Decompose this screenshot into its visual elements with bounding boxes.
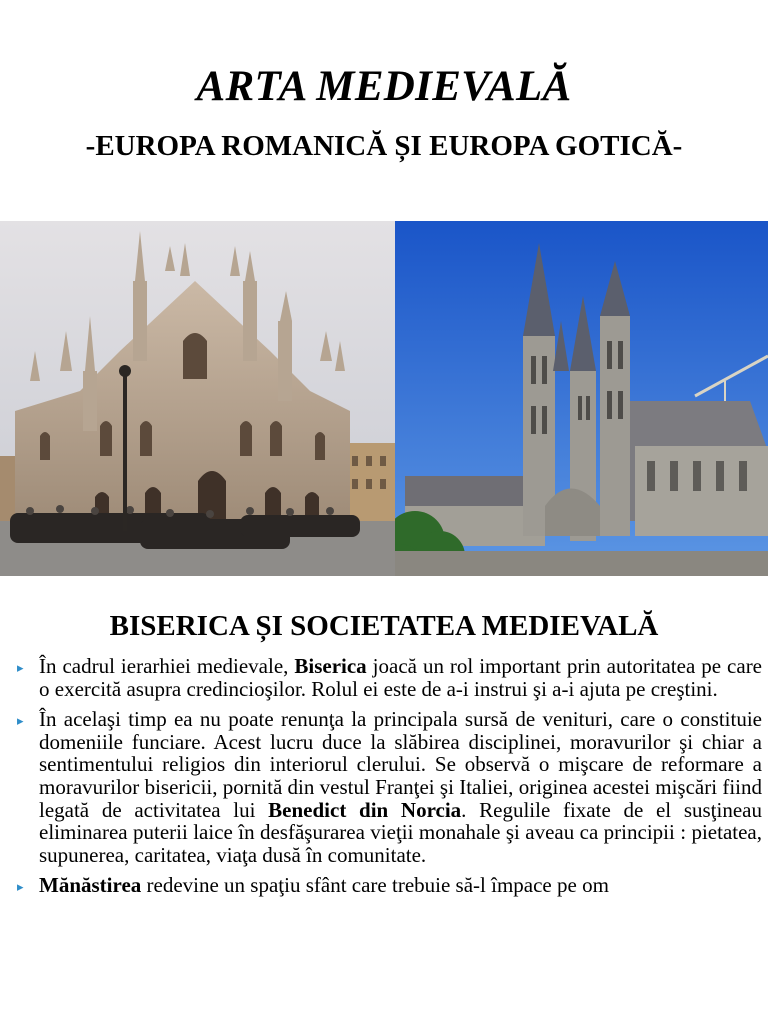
- bullet-text: În cadrul ierarhiei medievale,: [39, 654, 295, 678]
- page-subtitle: -EUROPA ROMANICĂ ȘI EUROPA GOTICĂ-: [85, 130, 683, 162]
- bullet-list: [17, 654, 763, 905]
- bullet-bold-text: Mănăstirea: [39, 873, 142, 898]
- bullet-arrow-icon: ▸: [17, 880, 24, 896]
- bullet-arrow-icon: ▸: [17, 661, 24, 676]
- bullet-item-biserica: [17, 654, 763, 701]
- photo-strip: [0, 221, 768, 576]
- bullet-item-manastirea: [17, 873, 762, 898]
- page-title: ARTA MEDIEVALĂ: [196, 63, 572, 110]
- bullet-text: joacă un rol important prin autoritatea pe care o exercită asupra credincioşilor. Rolul ei este de a-i instrui şi a-i ajuta pe creştini.: [39, 654, 763, 701]
- cathedral-photo-right: [395, 221, 768, 576]
- bullet-bold-text: Biserica: [294, 654, 367, 678]
- section-heading: BISERICA ȘI SOCIETATEA MEDIEVALĂ: [109, 610, 659, 642]
- bullet-text: redevine un spaţiu sfânt care trebuie să-l împace pe om: [141, 873, 609, 898]
- bullet-text: În acelaşi timp ea nu poate renunţa la principala sursă de venituri, care o constituie domeniile funciare. Acest lucru duce la slăbirea disciplinei, moravurilor şi chiar a sentimentului religios din interiorul clerului. Se observă o mişcare de reformare a moravurilor bisericii, pornită din vestul Franţei şi Italiei, originea acestei mişcări fiind legată de activitatea lui: [39, 707, 762, 822]
- bullet-arrow-icon: ▸: [17, 714, 24, 730]
- bullet-text: . Regulile fixate de el susţineau eliminarea puterii laice în desfăşurarea vieţii monahale şi aveau ca principii : pietatea, supunerea, caritatea, viaţa dusă în comunitate.: [39, 797, 762, 867]
- bullet-bold-text: Benedict din Norcia: [268, 797, 462, 822]
- cathedral-photo-left: [0, 221, 395, 576]
- bullet-item-reforma: [17, 707, 762, 867]
